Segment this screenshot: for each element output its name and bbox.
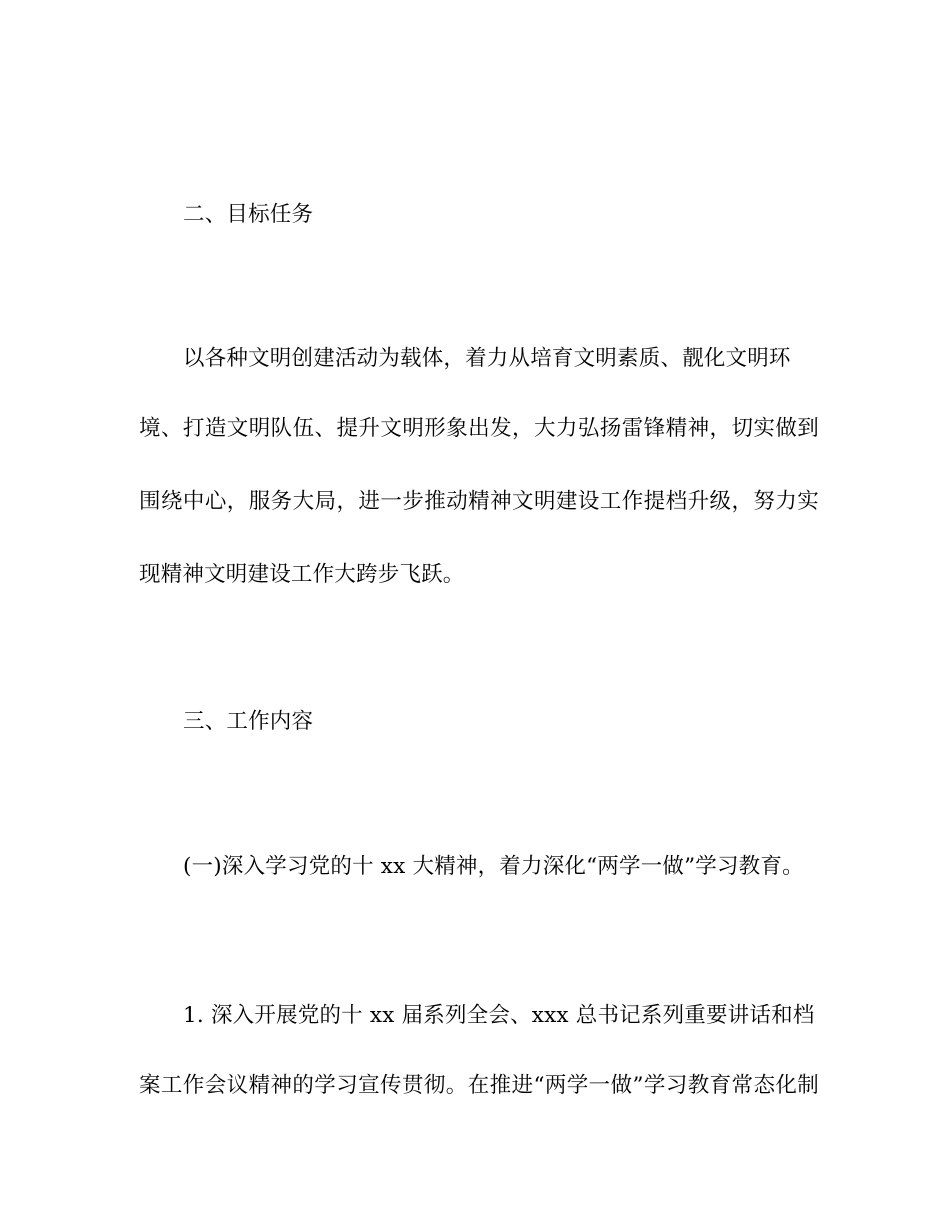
section-three-heading: 三、工作内容	[183, 709, 314, 734]
item-one-line-1: 1. 深入开展党的十 xx 届系列全会、xxx 总书记系列重要讲话和档	[183, 1003, 815, 1028]
section-two-paragraph-line-4: 现精神文明建设工作大跨步飞跃。	[139, 562, 465, 587]
section-two-paragraph-line-1: 以各种文明创建活动为载体，着力从培育文明素质、靓化文明环	[183, 346, 791, 371]
subsection-one-heading: (一)深入学习党的十 xx 大精神，着力深化“两学一做”学习教育。	[183, 854, 804, 879]
section-two-paragraph-line-3: 围绕中心，服务大局，进一步推动精神文明建设工作提档升级，努力实	[139, 489, 819, 514]
section-two-paragraph-line-2: 境、打造文明队伍、提升文明形象出发，大力弘扬雷锋精神，切实做到	[139, 416, 819, 441]
section-two-heading: 二、目标任务	[183, 202, 314, 227]
item-one-line-2: 案工作会议精神的学习宣传贯彻。在推进“两学一做”学习教育常态化制	[139, 1073, 819, 1098]
